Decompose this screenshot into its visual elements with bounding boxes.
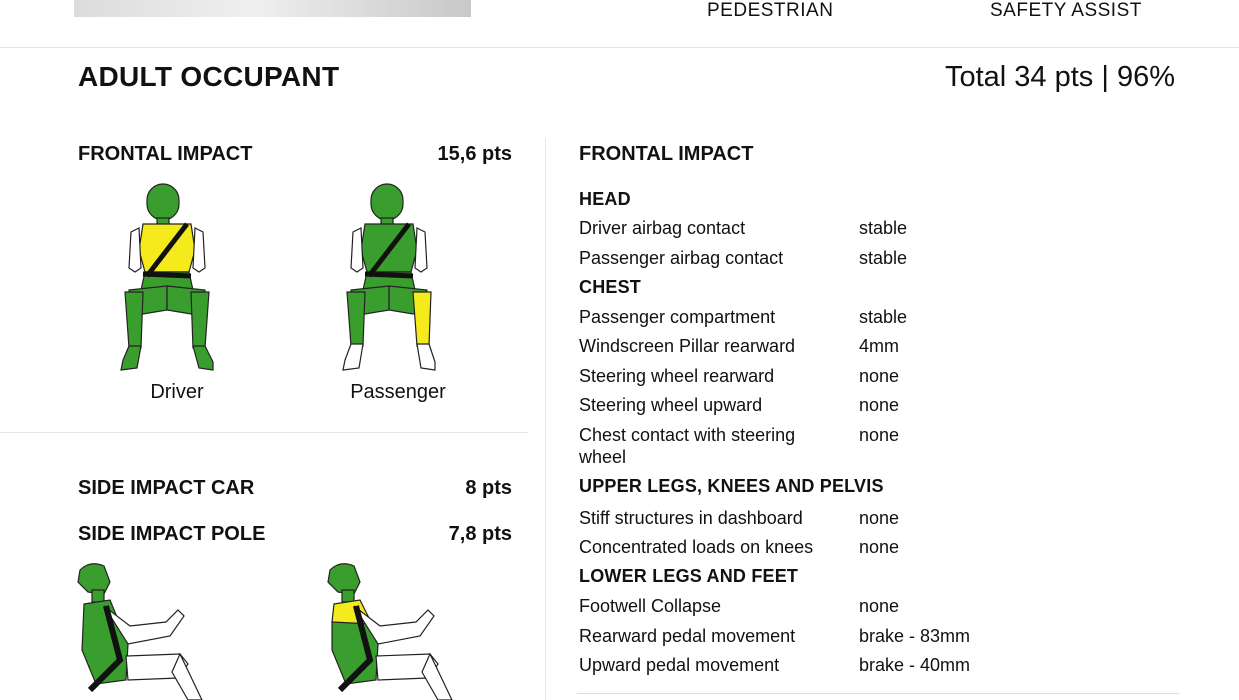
- driver-dummy-icon: [105, 180, 230, 375]
- bottom-divider: [577, 693, 1179, 694]
- detail-label: Passenger compartment: [579, 307, 776, 327]
- detail-value: none: [859, 508, 900, 528]
- detail-label: Stiff structures in dashboard: [579, 508, 803, 528]
- detail-label: Driver airbag contact: [579, 218, 746, 238]
- category-upper-legs: UPPER LEGS, KNEES AND PELVIS: [579, 476, 884, 496]
- detail-label: Upward pedal movement: [579, 655, 780, 675]
- detail-value: stable: [859, 218, 908, 238]
- detail-value: brake - 83mm: [859, 626, 971, 646]
- category-lower-legs: LOWER LEGS AND FEET: [579, 566, 799, 586]
- section-title: ADULT OCCUPANT: [78, 61, 340, 92]
- category-head: HEAD: [579, 189, 631, 209]
- detail-value: brake - 40mm: [859, 655, 971, 675]
- detail-label: Chest contact with steering wheel: [579, 425, 796, 467]
- header-image: [74, 0, 471, 17]
- detail-label: Windscreen Pillar rearward: [579, 336, 796, 356]
- detail-value: 4mm: [859, 336, 899, 356]
- passenger-label: Passenger: [350, 381, 446, 403]
- section-total-score: Total 34 pts | 96%: [944, 61, 1175, 93]
- detail-value: none: [859, 425, 900, 445]
- detail-label: Concentrated loads on knees: [579, 537, 814, 557]
- side-pole-dummy-icon: [320, 560, 470, 700]
- detail-label: Footwell Collapse: [579, 596, 722, 616]
- side-impact-car-title: SIDE IMPACT CAR: [78, 477, 255, 499]
- details-title: FRONTAL IMPACT: [579, 143, 754, 165]
- detail-label: Steering wheel rearward: [579, 366, 775, 386]
- detail-label: Steering wheel upward: [579, 395, 763, 415]
- frontal-impact-points: 15,6 pts: [437, 143, 512, 165]
- side-car-dummy-icon: [70, 560, 220, 700]
- detail-label: Rearward pedal movement: [579, 626, 796, 646]
- detail-value: none: [859, 537, 900, 557]
- frontal-impact-title: FRONTAL IMPACT: [78, 143, 253, 165]
- side-impact-pole-points: 7,8 pts: [448, 523, 512, 545]
- detail-value: none: [859, 596, 900, 616]
- driver-label: Driver: [150, 381, 204, 403]
- row-divider: [0, 432, 528, 433]
- detail-label: Passenger airbag contact: [579, 248, 784, 268]
- detail-value: none: [859, 366, 900, 386]
- detail-value: stable: [859, 248, 908, 268]
- side-impact-pole-title: SIDE IMPACT POLE: [78, 523, 266, 545]
- detail-value: none: [859, 395, 900, 415]
- passenger-dummy-icon: [325, 180, 450, 375]
- side-impact-car-points: 8 pts: [465, 477, 512, 499]
- detail-value: stable: [859, 307, 908, 327]
- column-divider: [545, 138, 546, 700]
- nav-pedestrian[interactable]: PEDESTRIAN: [707, 0, 834, 21]
- nav-safety-assist[interactable]: SAFETY ASSIST: [990, 0, 1142, 21]
- category-chest: CHEST: [579, 277, 642, 297]
